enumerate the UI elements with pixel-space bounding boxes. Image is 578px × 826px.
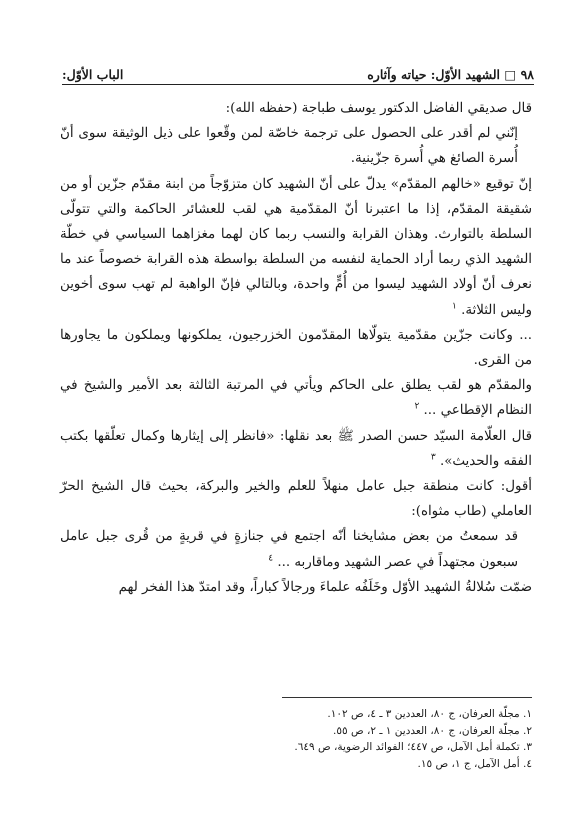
footnote-2: ٢. مجلّة العرفان، ج ٨٠، العددين ١ ـ ٢، ص ٥٥. [333, 724, 532, 737]
chapter-label: الباب الأوّل: [62, 67, 124, 82]
footnote-1: ١. مجلّة العرفان، ج ٨٠، العددين ٣ ـ ٤، ص ١٠٢. [327, 708, 532, 720]
quote-paragraph-2: قد سمعتُ من بعض مشايخنا أنّه اجتمع في جنازةٍ في قريةٍ من قُرى جبل عامل سبعون مجتهداً في عصر الشهيد وماقاربه ... $^٤$ [60, 529, 518, 570]
header-left [367, 67, 534, 82]
footnote-marker-4: ٤ [268, 553, 274, 564]
page-number: ٩٨ [520, 67, 534, 82]
footnote-rule [282, 697, 532, 698]
footnote-marker-1: ١ [451, 301, 457, 312]
paragraph-4: والمقدّم هو لقب يطلق على الحاكم ويأتي في المرتبة الثالثة بعد الأمير والشيخ في النظام الإقطاعي ... $^٢$ [60, 378, 532, 419]
quote-paragraph-1: إنّني لم أقدر على الحصول على ترجمة خاصّة لمن وقّعوا على ذيل الوثيقة سوى أنّ أُسرة الصائغ هي أُسرة جزّينية. [60, 126, 518, 167]
footnote-marker-2: ٢ [414, 401, 420, 412]
paragraph-5: قال العلّامة السيّد حسن الصدر ﷺ بعد نقلها: «فانظر إلى إيثارها وكمال تعلّقها بكتب الفقه والحديث». $^٣$ [60, 428, 532, 469]
paragraph-2: إنّ توقيع «خالهم المقدّم» يدلّ على أنّ الشهيد كان متزوّجاً من ابنة مقدّم جزّين أو من شقيقة المقدّم، إذا ما اعتبرنا أنّ المقدّمية هي لقب للعشائر الحاكمة والتي تتولّى السلطة بالتوارث. وهذان القرابة والنسب ربما كان لهما مغزاهما السياسي في خطّة الشهيد الذي ربما أراد الحماية لنفسه من السلطة بواسطة هذه القرابة خصوصاً عند ما نعرف أنّ أولاد الشهيد ليسوا من أُمٍّ واحدة، وبالتالي فإنّ الواهبة لم تهب سوى أخوين وليس الثلاثة. $^١$ [60, 176, 532, 318]
paragraph-3: ... وكانت جزّين مقدّمية يتولّاها المقدّمون الخزرجيون، يملكونها ويملكون ما يجاورها من القرى. [60, 327, 532, 369]
paragraph-intro: قال صديقي الفاضل الدكتور يوسف طباجة (حفظه الله): [225, 101, 532, 116]
paragraph-7: ضمّت سُلالةُ الشهيد الأوّل وخَلَفُه علماءَ ورجالاً كباراً، وقد امتدّ هذا الفخر لهم [118, 579, 532, 595]
running-header [62, 60, 534, 82]
footnote-3: ٣. تكملة أمل الآمل، ص ٤٤٧؛ الفوائد الرضوية، ص ٦٤٩. [294, 741, 532, 753]
footnote-marker-3: ٣ [430, 452, 436, 463]
header-separator: □ [504, 67, 517, 82]
paragraph-6: أقول: كانت منطقة جبل عامل منهلاً للعلم والخير والبركة، بحيث قال الشيخ الحرّ العاملي (طاب مثواه): [60, 479, 532, 520]
running-title: الشهيد الأوّل: حياته وآثاره [367, 67, 501, 82]
footnote-4: ٤. أمل الآمل، ج ١، ص ١٥. [417, 757, 532, 770]
footnotes [60, 706, 532, 772]
header-rule [62, 84, 534, 85]
main-text [60, 96, 532, 600]
